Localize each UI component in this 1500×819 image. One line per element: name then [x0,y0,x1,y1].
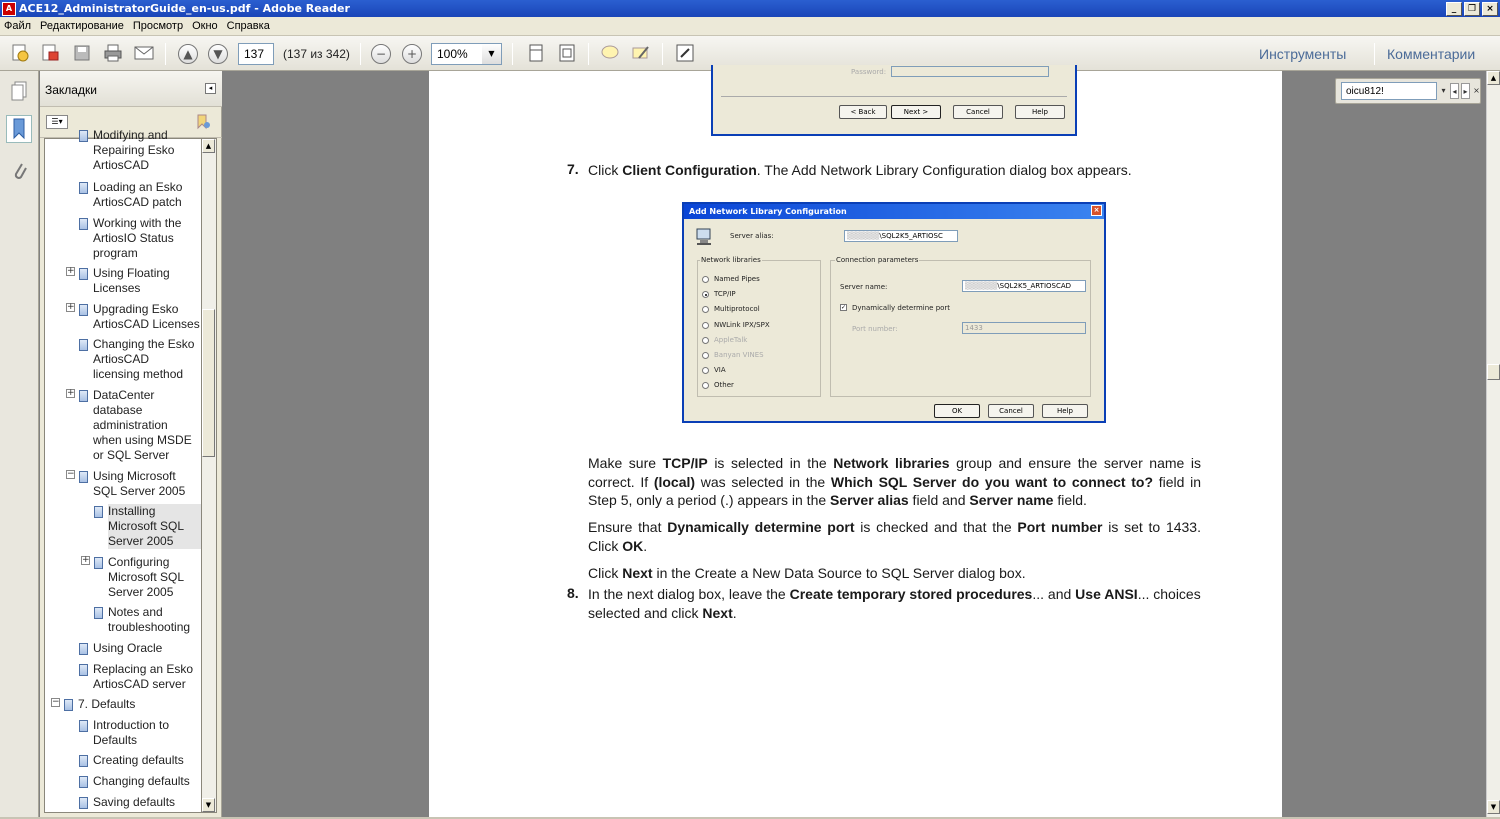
bookmark-label-line: Defaults [93,733,138,747]
bookmark-label-line: Changing the Esko [93,337,195,351]
find-toolbar [1335,78,1481,104]
bookmark-icon [79,755,88,767]
bookmark-label-line: Server 2005 [108,585,174,599]
step-7-text: Click Client Configuration. The Add Network Library Configuration dialog box appears. [588,162,1132,178]
bookmark-label-line: Saving defaults [93,795,176,809]
bookmark-label-line: Microsoft SQL [108,519,185,533]
bookmarks-title: Закладки [45,83,97,97]
full-screen-icon[interactable] [555,42,579,64]
bookmark-label-line: Notes and [108,605,163,619]
library-label: Banyan VINES [714,351,764,359]
dialog-ok-button: OK [934,404,980,418]
port-number-label: Port number: [852,325,898,333]
connection-parameters-label: Connection parameters [836,256,919,264]
attachments-icon[interactable] [6,157,32,185]
bookmark-item[interactable] [93,774,201,789]
bookmarks-header [40,71,222,107]
find-previous-icon[interactable]: ◂ [1450,83,1459,99]
bookmark-icon [94,607,103,619]
bookmark-label-line: Modifying and [93,128,168,142]
bookmark-icon [79,390,88,402]
collapse-panel-icon[interactable]: ◂ [205,83,216,94]
bookmark-icon [79,664,88,676]
create-pdf-icon[interactable] [8,42,32,64]
server-name-field: ▒▒▒▒▒▒\SQL2K5_ARTIOSCAD [962,280,1086,292]
highlight-icon[interactable] [629,42,653,64]
restore-button[interactable]: ❐ [1464,2,1480,16]
bookmark-label-line: ArtiosCAD server [93,677,186,691]
password-label: Password: [851,68,887,76]
bookmark-label-line: Using Microsoft [93,469,176,483]
paragraph-tcpip: Make sure TCP/IP is selected in the Network libraries group and ensure the server name is correct. If (local) was selected in the Which SQL Server do you want to connect to? field in Step 5, only a period (.) appears in the Server alias field and Server name field. [588,455,1202,508]
title-bar [0,0,1500,17]
bookmark-item[interactable] [93,180,201,210]
bookmark-icon [79,182,88,194]
page-count: (137 из 342) [283,47,350,61]
bookmark-label-line: Introduction to [93,718,170,732]
expand-node-icon[interactable]: + [67,302,75,312]
bookmark-icon [79,797,88,809]
find-dropdown-icon[interactable]: ▾ [1441,86,1446,95]
expand-node-icon[interactable]: + [82,555,90,565]
library-label: Multiprotocol [714,305,760,314]
doc-scroll-down-icon[interactable]: ▼ [1487,800,1500,814]
bookmark-label-line: ArtiosCAD [93,352,150,366]
bookmark-label-line: Installing [108,504,156,518]
step-7-number: 7. [567,161,579,177]
bookmark-item[interactable] [93,266,201,296]
bookmark-item[interactable] [78,697,201,712]
bookmark-icon [79,304,88,316]
dialog-close-icon: × [1091,205,1102,216]
dynamic-port-label: Dynamically determine port [852,304,951,312]
bookmark-item[interactable] [93,795,201,810]
cancel-button: Cancel [953,105,1003,119]
bookmark-label-line: 7. Defaults [78,697,136,711]
open-pdf-icon[interactable] [38,42,62,64]
bookmark-item[interactable] [93,388,201,463]
bookmark-label-line: Using Oracle [93,641,163,655]
comments-link[interactable]: Комментарии [1387,46,1476,62]
server-name-label: Server name: [840,283,888,291]
library-label: Named Pipes [714,275,760,283]
find-next-icon[interactable]: ▸ [1461,83,1470,99]
scroll-thumb[interactable] [202,309,215,457]
bookmarks-tree [44,128,202,813]
bookmark-item[interactable] [108,555,201,600]
library-radio [702,352,709,359]
bookmark-label-line: administration [93,418,168,432]
minimize-button[interactable]: _ [1446,2,1462,16]
network-library-dialog-screenshot [682,202,1106,423]
dialog-help-button: Help [1042,404,1088,418]
library-label: Other [714,381,734,390]
paragraph-port: Ensure that Dynamically determine port is checked and that the Port number is set to 1433. Click OK. [588,519,1201,554]
collapse-node-icon[interactable]: − [67,469,75,479]
bookmarks-scrollbar[interactable] [202,138,217,813]
help-button: Help [1015,105,1065,119]
adobe-reader-icon: A [2,2,16,16]
bookmark-item[interactable] [93,302,201,332]
page-number-input[interactable] [238,43,274,65]
bookmark-label-line: Changing defaults [93,774,190,788]
bookmarks-panel [40,71,222,817]
bookmark-icon [64,699,73,711]
bookmark-label-line: ArtiosCAD [93,158,150,172]
find-close-icon[interactable]: × [1473,86,1480,95]
bookmark-label-line: ArtiosCAD Licenses [93,317,200,331]
bookmark-label-line: Replacing an Esko [93,662,194,676]
navigation-pane-strip [0,71,39,817]
find-input[interactable] [1341,82,1437,100]
bookmark-icon [79,471,88,483]
save-icon[interactable] [70,42,94,64]
next-button: Next > [891,105,941,119]
bookmark-label-line: troubleshooting [108,620,191,634]
password-field [891,66,1049,77]
expand-node-icon[interactable]: + [67,266,75,276]
bookmark-label-line: or SQL Server [93,448,170,462]
bookmark-item[interactable] [108,504,201,549]
doc-scroll-thumb[interactable] [1487,364,1500,380]
menu-help[interactable]: Справка [226,20,270,32]
library-label: VIA [714,366,726,375]
bookmark-label-line: ArtiosIO Status [93,231,174,245]
zoom-dropdown-icon[interactable]: ▼ [482,43,502,65]
dialog-title: Add Network Library Configuration [689,207,847,216]
menu-file[interactable]: Файл [4,20,32,32]
bookmark-item[interactable] [108,605,201,635]
sticky-note-icon[interactable] [598,42,622,64]
next-page-icon[interactable]: ▼ [208,44,228,64]
dialog-cancel-button: Cancel [988,404,1034,418]
library-radio [702,322,709,329]
tools-link[interactable]: Инструменты [1259,46,1347,62]
bookmark-label-line: Using Floating [93,266,170,280]
bookmark-item[interactable] [93,753,201,768]
server-alias-field: ▒▒▒▒▒▒\SQL2K5_ARTIOSC [844,230,958,242]
collapse-node-icon[interactable]: − [52,697,60,707]
scroll-up-icon[interactable]: ▲ [202,139,215,153]
previous-page-icon[interactable]: ▲ [178,44,198,64]
bookmark-item[interactable] [93,641,201,656]
library-label: AppleTalk [714,335,748,344]
bookmark-label-line: Creating defaults [93,753,184,767]
document-view [228,68,1486,817]
zoom-out-icon[interactable]: − [371,44,391,64]
bookmark-icon [79,130,88,142]
bookmark-item[interactable] [93,469,201,499]
options-menu-icon[interactable]: ☰▾ [46,115,68,129]
bookmark-label-line: database [93,403,143,417]
bookmark-icon [79,720,88,732]
library-label: TCP/IP [714,290,736,299]
bookmark-label-line: when using MSDE [93,433,192,447]
bookmark-label-line: DataCenter [93,388,155,402]
doc-scroll-up-icon[interactable]: ▲ [1487,71,1500,85]
library-radio [702,276,709,283]
network-libraries-label: Network libraries [701,256,761,264]
bookmark-icon [79,643,88,655]
bookmark-item[interactable] [93,337,201,382]
fit-page-icon[interactable] [524,42,548,64]
bookmark-icon [94,557,103,569]
menu-window[interactable]: Окно [192,20,218,32]
dynamic-port-checkbox: ✓ [841,304,847,311]
bookmark-label-line: Working with the [93,216,182,230]
menu-edit[interactable]: Редактирование [40,20,124,32]
bookmark-item[interactable] [93,216,201,261]
bookmark-icon [79,268,88,280]
expand-icon[interactable] [673,42,697,64]
menu-bar [0,17,1500,36]
email-icon[interactable] [132,42,156,64]
bookmarks-icon[interactable] [6,115,32,143]
bookmark-label-line: Licenses [93,281,141,295]
print-icon[interactable] [101,42,125,64]
bookmark-label-line: Loading an Esko [93,180,183,194]
port-number-field: 1433 [962,322,1086,334]
step-8-number: 8. [567,585,579,601]
bookmark-icon [94,506,103,518]
bookmark-label-line: licensing method [93,367,184,381]
zoom-in-icon[interactable]: + [402,44,422,64]
scroll-down-icon[interactable]: ▼ [202,798,215,812]
bookmark-item[interactable] [93,662,201,692]
library-label: NWLink IPX/SPX [714,320,770,329]
expand-node-icon[interactable]: + [67,388,75,398]
bookmark-label-line: Upgrading Esko [93,302,179,316]
page-thumbnails-icon[interactable] [6,77,32,105]
step-8-text: In the next dialog box, leave the Create temporary stored procedures... and Use ANSI... choices selected and click Next. [588,586,1201,621]
pdf-page [429,68,1282,817]
document-scrollbar[interactable] [1486,71,1500,817]
bookmark-item[interactable] [93,718,201,748]
server-alias-label: Server alias: [730,232,774,240]
paragraph-next: Click Next in the Create a New Data Source to SQL Server dialog box. [588,565,1026,581]
bookmark-icon [79,776,88,788]
bookmark-label-line: Microsoft SQL [108,570,185,584]
menu-view[interactable]: Просмотр [132,20,184,32]
previous-dialog-screenshot [711,65,1077,136]
back-button: < Back [839,105,887,119]
bookmark-item[interactable] [93,128,201,173]
dialog-title-bar [684,204,1104,219]
computer-icon [696,228,712,246]
bookmark-label-line: program [93,246,138,260]
bookmark-label-line: ArtiosCAD patch [93,195,182,209]
bookmark-label-line: Repairing Esko [93,143,175,157]
close-button[interactable]: × [1482,2,1498,16]
library-radio [702,337,709,344]
bookmark-label-line: SQL Server 2005 [93,484,186,498]
window-title: ACE12_AdministratorGuide_en-us.pdf - Adobe Reader [19,2,350,15]
bookmark-label-line: Configuring [108,555,170,569]
bookmark-icon [79,339,88,351]
bookmark-icon [79,218,88,230]
bookmark-label-line: Server 2005 [108,534,174,548]
zoom-input[interactable] [431,43,483,65]
